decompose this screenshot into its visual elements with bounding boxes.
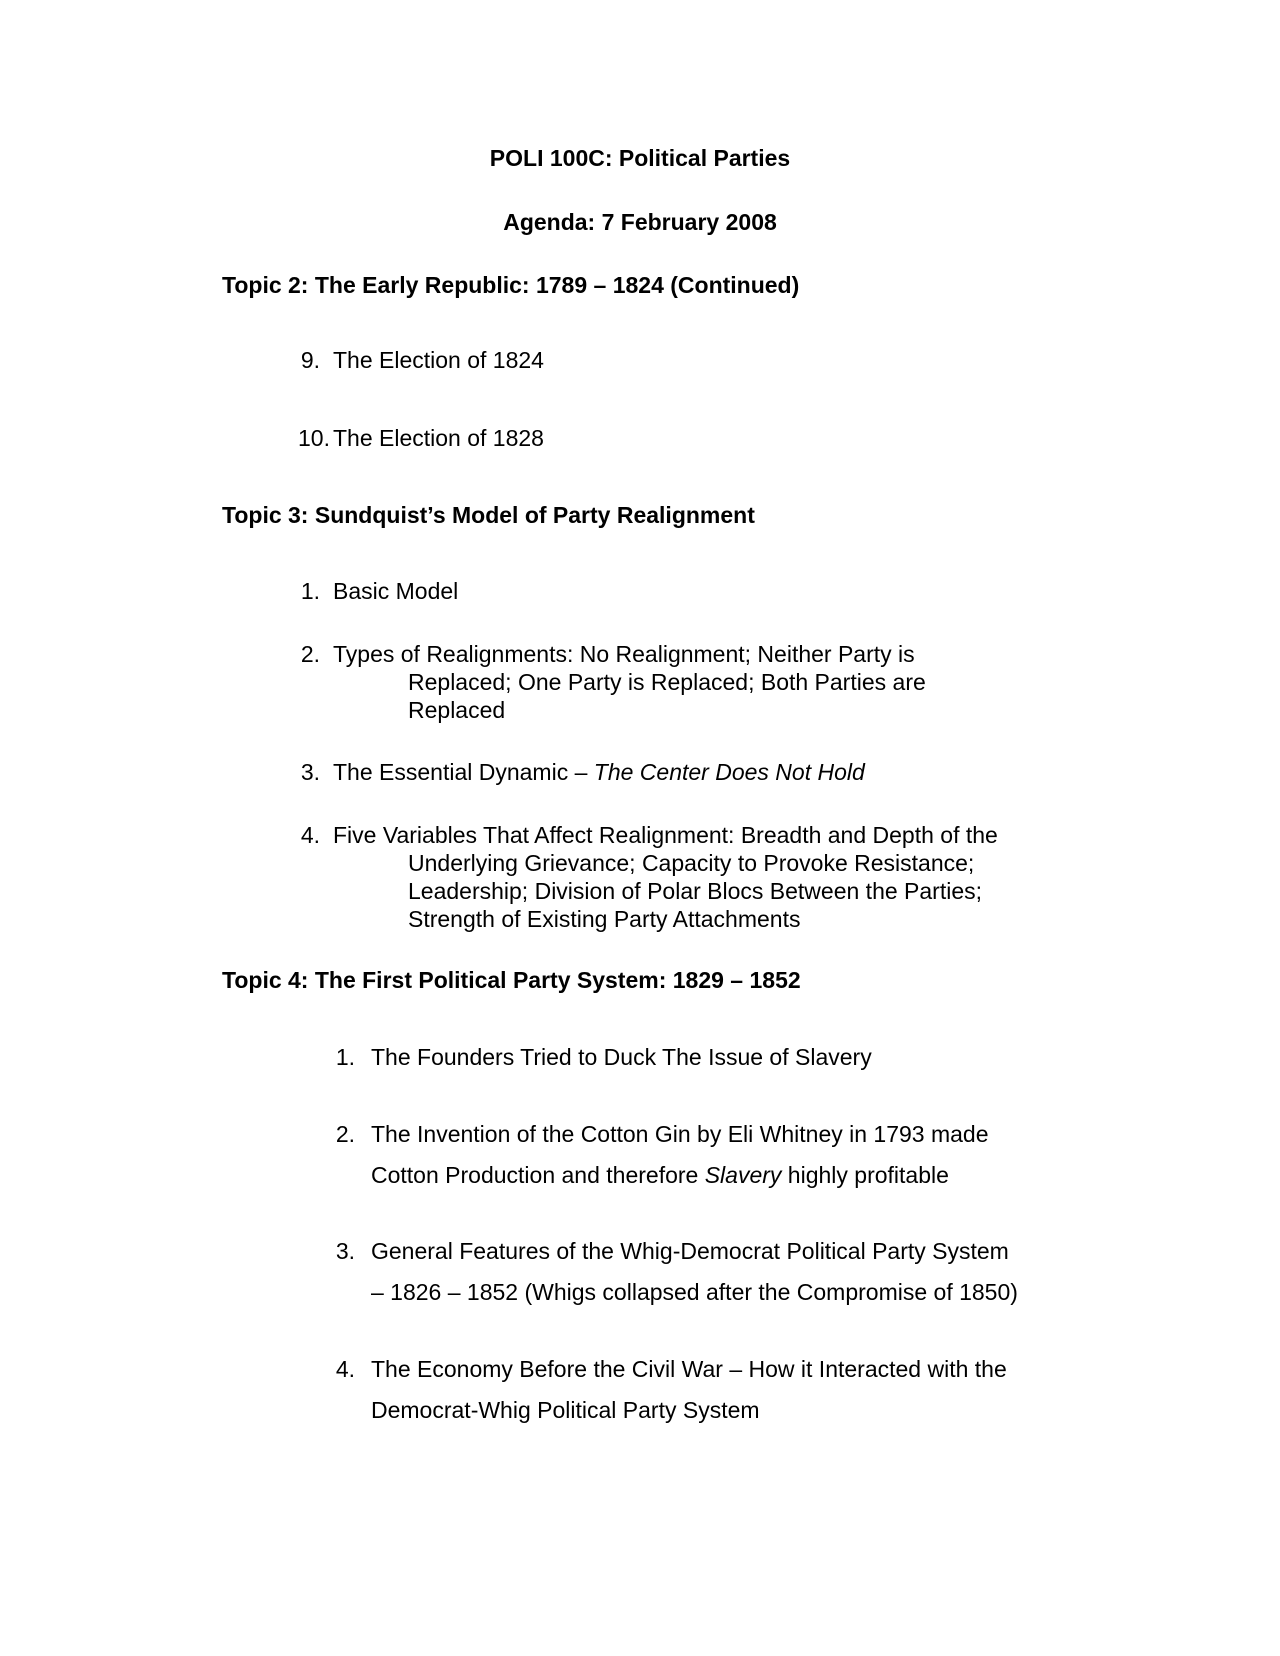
item-number: 10. (298, 425, 330, 451)
item-text-line: Underlying Grievance; Capacity to Provoke Resistance; (408, 850, 975, 876)
item-number: 2. (300, 641, 320, 667)
item-text-line: The Invention of the Cotton Gin by Eli Whitney in 1793 made (371, 1121, 989, 1147)
item-text-line: Five Variables That Affect Realignment: Breadth and Depth of the (333, 822, 998, 848)
item-text-line: Leadership; Division of Polar Blocs Between the Parties; (408, 878, 983, 904)
item-number: 1. (335, 1044, 355, 1070)
item-number: 4. (335, 1356, 355, 1382)
item-text-line: Types of Realignments: No Realignment; Neither Party is (333, 641, 915, 667)
topic-3-heading: Topic 3: Sundquist’s Model of Party Realignment (222, 502, 755, 528)
item-number: 3. (335, 1238, 355, 1264)
item-text-plain: The Essential Dynamic – (333, 759, 594, 785)
item-text: The Election of 1824 (333, 347, 544, 373)
item-text: The Election of 1828 (333, 425, 544, 451)
item-number: 3. (300, 759, 320, 785)
item-text-line: Replaced; One Party is Replaced; Both Parties are (408, 669, 926, 695)
item-text-line (371, 1161, 949, 1190)
item-text: Basic Model (333, 578, 459, 604)
item-number: 4. (300, 822, 320, 848)
item-text-plain: highly profitable (781, 1162, 949, 1188)
item-text-plain: Cotton Production and therefore (371, 1162, 705, 1188)
item-text-line: Democrat-Whig Political Party System (371, 1397, 760, 1423)
item-text-line: General Features of the Whig-Democrat Political Party System (371, 1238, 1009, 1264)
item-text-italic: Slavery (704, 1162, 782, 1188)
course-title: POLI 100C: Political Parties (489, 145, 791, 171)
item-text-line: The Economy Before the Civil War – How it Interacted with the (371, 1356, 1007, 1382)
topic-4-heading: Topic 4: The First Political Party System: 1829 – 1852 (222, 967, 801, 993)
item-text (333, 758, 865, 787)
item-text-italic: The Center Does Not Hold (593, 759, 865, 785)
item-number: 1. (300, 578, 320, 604)
item-number: 9. (300, 347, 320, 373)
item-number: 2. (335, 1121, 355, 1147)
item-text-line: – 1826 – 1852 (Whigs collapsed after the Compromise of 1850) (371, 1279, 1018, 1305)
agenda-date: Agenda: 7 February 2008 (503, 209, 777, 235)
topic-2-heading: Topic 2: The Early Republic: 1789 – 1824 (Continued) (222, 272, 800, 298)
item-text-line: Replaced (408, 697, 506, 723)
item-text: The Founders Tried to Duck The Issue of Slavery (371, 1044, 872, 1070)
item-text-line: Strength of Existing Party Attachments (408, 906, 801, 932)
